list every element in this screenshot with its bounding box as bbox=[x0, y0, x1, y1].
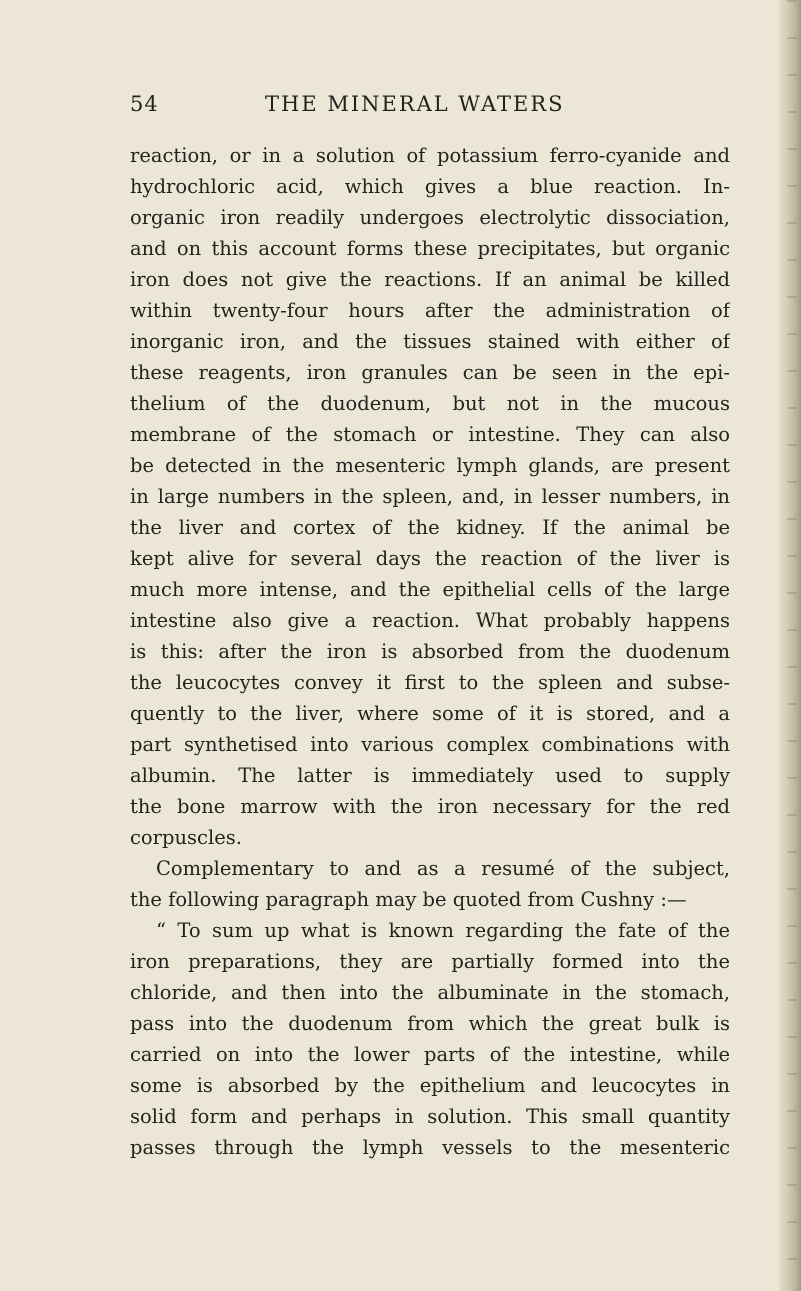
text-line: iron preparations, they are partially formed into the bbox=[130, 950, 730, 973]
quote-start-line: “ To sum up what is known regarding the fate of the bbox=[156, 919, 730, 942]
page-edge-lines bbox=[787, 0, 797, 1291]
text-line: the bone marrow with the iron necessary for the red bbox=[130, 795, 730, 818]
text-line: much more intense, and the epithelial cells of the large bbox=[130, 578, 730, 601]
text-line: part synthetised into various complex combinations with bbox=[130, 733, 730, 756]
text-line: is this: after the iron is absorbed from the duodenum bbox=[130, 640, 730, 663]
paragraph-start-line: Complementary to and as a resumé of the subject, bbox=[156, 857, 730, 880]
paragraph-end-line: the following paragraph may be quoted from Cushny :— bbox=[130, 888, 687, 911]
text-line: albumin. The latter is immediately used to supply bbox=[130, 764, 730, 787]
page-edge bbox=[779, 0, 801, 1291]
text-line: in large numbers in the spleen, and, in lesser numbers, in bbox=[130, 485, 730, 508]
text-line: some is absorbed by the epithelium and leucocytes in bbox=[130, 1074, 730, 1097]
paragraph-end-line: corpuscles. bbox=[130, 826, 242, 849]
text-line: these reagents, iron granules can be seen in the epi- bbox=[130, 361, 730, 384]
text-line: organic iron readily undergoes electrolytic dissociation, bbox=[130, 206, 730, 229]
text-line: and on this account forms these precipitates, but organic bbox=[130, 237, 730, 260]
text-line: quently to the liver, where some of it is stored, and a bbox=[130, 702, 730, 725]
text-line: passes through the lymph vessels to the mesenteric bbox=[130, 1136, 730, 1159]
text-line: be detected in the mesenteric lymph glands, are present bbox=[130, 454, 730, 477]
text-line: intestine also give a reaction. What probably happens bbox=[130, 609, 730, 632]
text-line: the leucocytes convey it first to the spleen and subse- bbox=[130, 671, 730, 694]
text-line: membrane of the stomach or intestine. They can also bbox=[130, 423, 730, 446]
text-line: thelium of the duodenum, but not in the mucous bbox=[130, 392, 730, 415]
body-text bbox=[130, 140, 730, 1163]
text-line: reaction, or in a solution of potassium ferro-cyanide and bbox=[130, 144, 730, 167]
page-number: 54 bbox=[130, 92, 159, 116]
text-line: the liver and cortex of the kidney. If the animal be bbox=[130, 516, 730, 539]
text-line: iron does not give the reactions. If an animal be killed bbox=[130, 268, 730, 291]
text-line: solid form and perhaps in solution. This small quantity bbox=[130, 1105, 730, 1128]
text-line: pass into the duodenum from which the great bulk is bbox=[130, 1012, 730, 1035]
text-line: hydrochloric acid, which gives a blue reaction. In- bbox=[130, 175, 730, 198]
text-line: carried on into the lower parts of the intestine, while bbox=[130, 1043, 730, 1066]
text-line: kept alive for several days the reaction of the liver is bbox=[130, 547, 730, 570]
text-line: chloride, and then into the albuminate in the stomach, bbox=[130, 981, 730, 1004]
page-header bbox=[130, 92, 730, 126]
text-line: within twenty-four hours after the administration of bbox=[130, 299, 730, 322]
text-line: inorganic iron, and the tissues stained with either of bbox=[130, 330, 730, 353]
running-head: THE MINERAL WATERS bbox=[265, 92, 565, 116]
